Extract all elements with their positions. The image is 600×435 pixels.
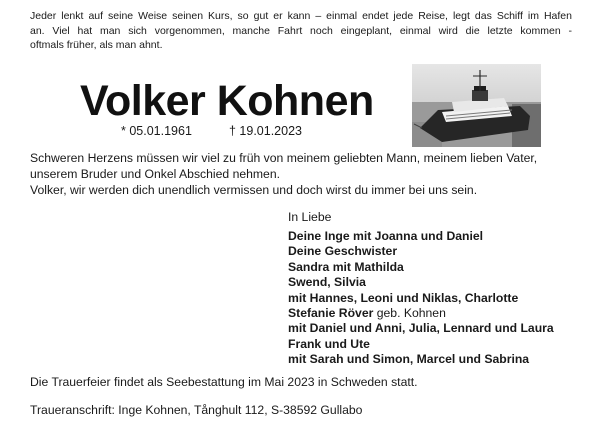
family-row: mit Sarah und Simon, Marcel und Sabrina xyxy=(288,352,530,367)
birth-date: * 05.01.1961 xyxy=(121,124,192,138)
family-member-maiden: geb. Kohnen xyxy=(373,306,446,321)
poem-line: oftmals früher, als man ahnt. xyxy=(30,39,163,51)
signoff: In Liebe xyxy=(288,210,332,224)
family-row: Sandra mit Mathilda xyxy=(288,259,404,274)
poem xyxy=(30,9,572,53)
family-member-name: Stefanie Röver xyxy=(288,306,374,321)
poem-line: an. Viel hat man sich vorgenommen, manche Fahrt noch eingeplant, einmal wird die letzte kommen - xyxy=(30,24,572,37)
death-date: † 19.01.2023 xyxy=(229,124,302,138)
farewell-message: Schweren Herzens müssen wir viel zu früh von meinem geliebten Mann, meinem lieben Vater, unserem Bruder und Onkel Abschied nehmen. xyxy=(30,151,538,181)
family-list xyxy=(288,229,588,368)
deceased-name: Volker Kohnen xyxy=(80,77,374,125)
family-row xyxy=(288,306,588,321)
poem-line: Jeder lenkt auf seine Weise seinen Kurs, so gut er kann – einmal endet jede Reise, legt das Schiff im Hafen xyxy=(30,10,572,22)
family-row: Frank und Ute xyxy=(288,336,370,351)
family-row: Deine Inge mit Joanna und Daniel xyxy=(288,229,484,243)
family-row: mit Hannes, Leoni und Niklas, Charlotte xyxy=(288,290,519,305)
farewell-message-2: Volker, wir werden dich unendlich vermissen und doch wirst du immer bei uns sein. xyxy=(30,183,478,197)
mourning-address: Traueranschrift: Inge Kohnen, Tånghult 112, S-38592 Gullabo xyxy=(30,403,363,417)
family-row: Swend, Silvia xyxy=(288,275,366,290)
family-row: mit Daniel und Anni, Julia, Lennard und Laura xyxy=(288,321,554,336)
ship-photo xyxy=(412,64,541,147)
ceremony-info: Die Trauerfeier findet als Seebestattung im Mai 2023 in Schweden statt. xyxy=(30,375,418,389)
family-row: Deine Geschwister xyxy=(288,244,398,259)
